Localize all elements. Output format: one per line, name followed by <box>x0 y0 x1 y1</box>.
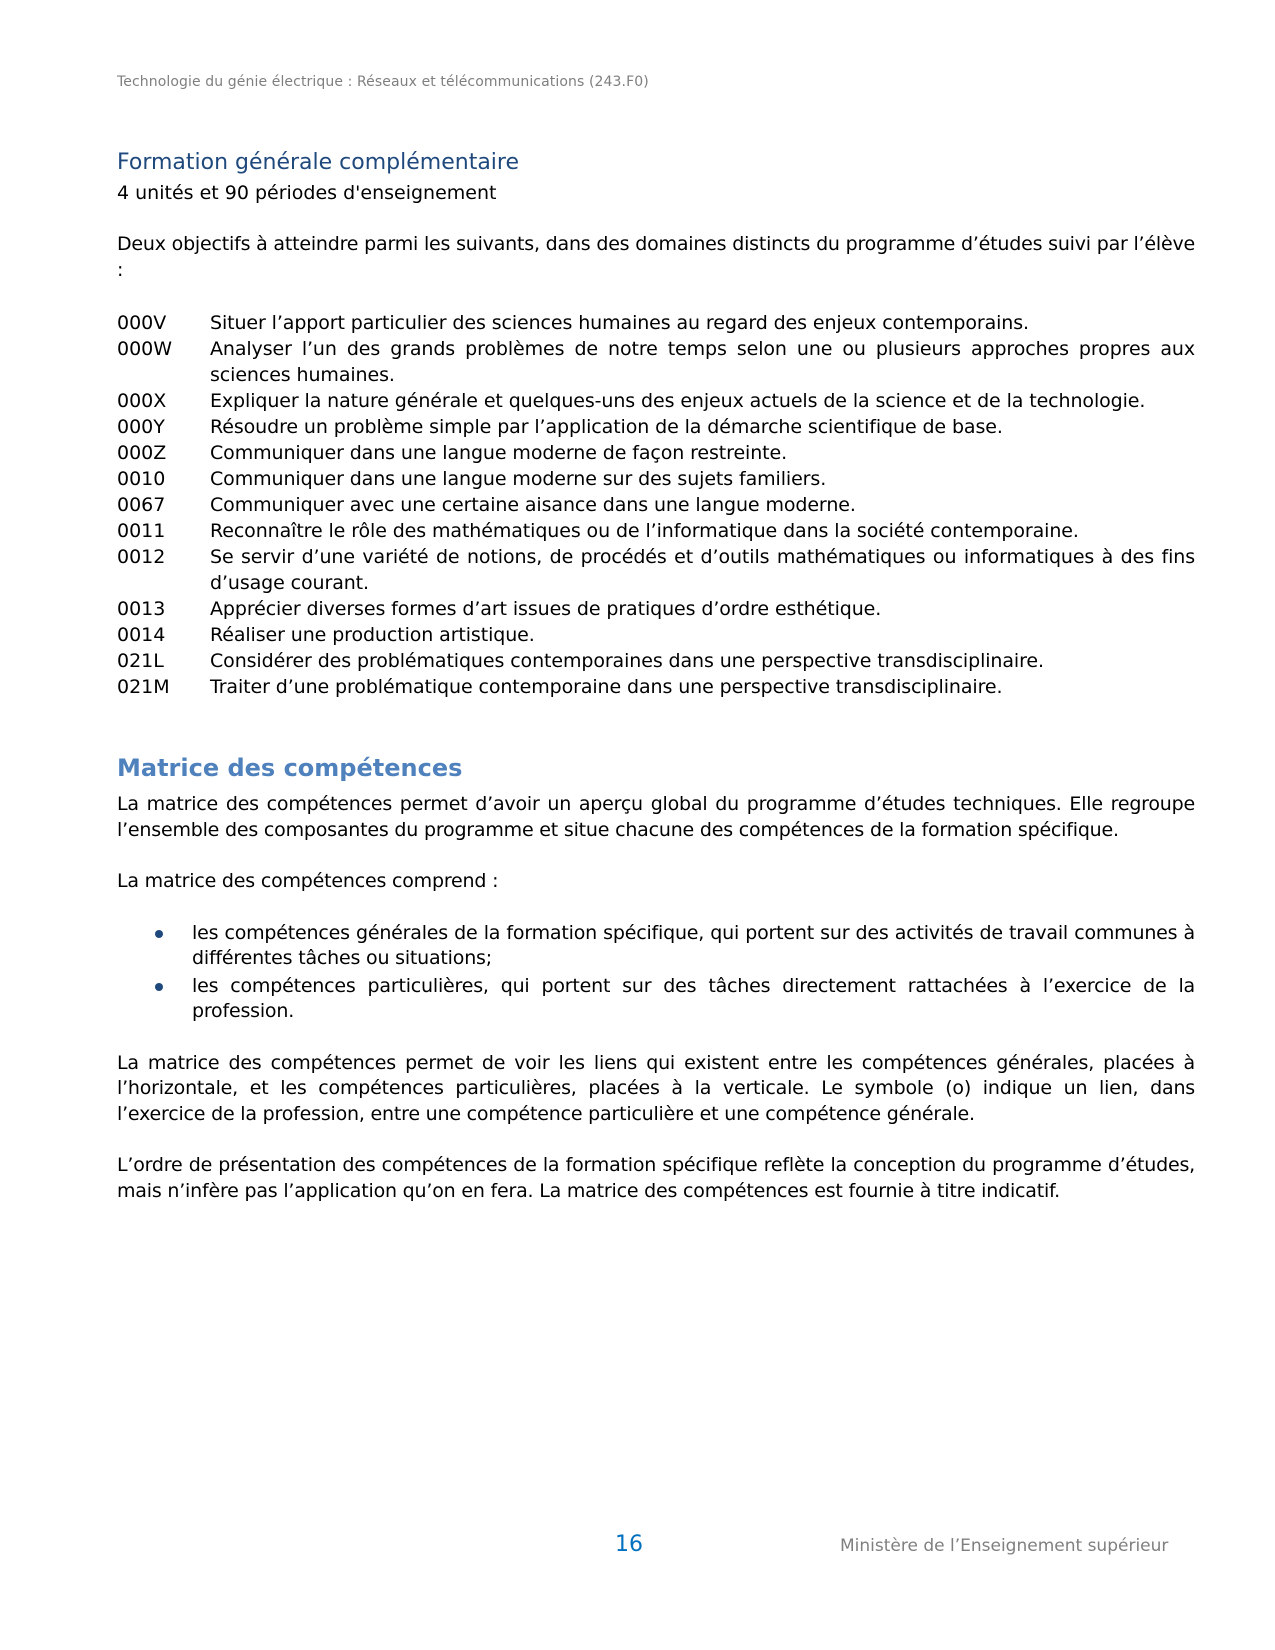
objective-text: Communiquer avec une certaine aisance dans une langue moderne. <box>210 494 856 516</box>
objective-item <box>117 544 1195 596</box>
objective-text: Reconnaître le rôle des mathématiques ou de l’informatique dans la société contemporaine. <box>210 520 1079 542</box>
objective-text: Traiter d’une problématique contemporaine dans une perspective transdisciplinaire. <box>210 676 1003 698</box>
objective-item <box>117 388 1195 414</box>
objective-text: Communiquer dans une langue moderne sur des sujets familiers. <box>210 468 827 490</box>
objective-code: 000W <box>117 338 173 360</box>
objective-item <box>117 310 1195 336</box>
objective-text: Communiquer dans une langue moderne de façon restreinte. <box>210 442 788 464</box>
objective-text: Considérer des problématiques contemporaines dans une perspective transdisciplinaire. <box>210 650 1044 672</box>
objectives-list <box>117 310 1195 700</box>
objective-code: 0012 <box>117 546 166 568</box>
page-number: 16 <box>615 1532 643 1557</box>
matrix-paragraph-3: La matrice des compétences permet de voir les liens qui existent entre les compétences générales, placées à l’horizontale, et les compétences particulières, placées à la verticale. Le symbole (o) indique un lien, dans l’exercice de la profession, entre une compétence particulière et une compétence générale. <box>117 1051 1195 1125</box>
matrix-paragraph-2: La matrice des compétences comprend : <box>117 870 499 892</box>
objective-item <box>117 414 1195 440</box>
objective-text: Réaliser une production artistique. <box>210 624 535 646</box>
objective-code: 000Z <box>117 442 167 464</box>
bullet-icon <box>155 983 163 991</box>
objective-code: 021L <box>117 650 164 672</box>
objective-text: Expliquer la nature générale et quelques-uns des enjeux actuels de la science et de la technologie. <box>210 390 1146 412</box>
matrix-paragraph-4: L’ordre de présentation des compétences de la formation spécifique reflète la conception du programme d’études, mais n’infère pas l’application qu’on en fera. La matrice des compétences est fournie à titre indicatif. <box>117 1154 1195 1202</box>
objective-item <box>117 674 1195 700</box>
bullet-icon <box>155 930 163 938</box>
objective-code: 0014 <box>117 624 166 646</box>
objective-code: 000V <box>117 312 167 334</box>
bullet-item <box>117 921 1195 972</box>
objective-code: 0010 <box>117 468 166 490</box>
objective-item <box>117 622 1195 648</box>
objective-code: 0067 <box>117 494 166 516</box>
matrix-paragraph-1: La matrice des compétences permet d’avoir un aperçu global du programme d’études techniques. Elle regroupe l’ensemble des composantes du programme et situe chacune des compétences de la formation spécifique. <box>117 793 1195 841</box>
objective-code: 0011 <box>117 520 166 542</box>
objective-item <box>117 518 1195 544</box>
bullet-text: les compétences particulières, qui portent sur des tâches directement rattachées à l’exercice de la profession. <box>192 974 1195 1022</box>
objective-code: 021M <box>117 676 170 698</box>
objective-text: Se servir d’une variété de notions, de procédés et d’outils mathématiques ou informatiques à des fins d’usage courant. <box>210 546 1195 594</box>
objective-item <box>117 492 1195 518</box>
objective-item <box>117 596 1195 622</box>
footer-organization: Ministère de l’Enseignement supérieur <box>840 1536 1169 1556</box>
objective-text: Résoudre un problème simple par l’application de la démarche scientifique de base. <box>210 416 1003 438</box>
section-title-matrix: Matrice des compétences <box>117 754 463 782</box>
running-header: Technologie du génie électrique : Réseaux et télécommunications (243.F0) <box>117 74 649 90</box>
matrix-bullet-list <box>117 921 1195 1025</box>
objective-item <box>117 440 1195 466</box>
units-and-periods: 4 unités et 90 périodes d'enseignement <box>117 182 497 204</box>
objective-code: 000Y <box>117 416 165 438</box>
bullet-item <box>117 974 1195 1025</box>
objective-item <box>117 336 1195 388</box>
objective-item <box>117 648 1195 674</box>
objective-text: Analyser l’un des grands problèmes de notre temps selon une ou plusieurs approches propres aux sciences humaines. <box>210 338 1195 386</box>
objective-code: 000X <box>117 390 167 412</box>
objectives-intro: Deux objectifs à atteindre parmi les suivants, dans des domaines distincts du programme d’études suivi par l’élève : <box>117 233 1195 281</box>
objective-code: 0013 <box>117 598 166 620</box>
page-content <box>117 148 1195 1204</box>
objective-item <box>117 466 1195 492</box>
objective-text: Apprécier diverses formes d’art issues de pratiques d’ordre esthétique. <box>210 598 882 620</box>
section-title-formation: Formation générale complémentaire <box>117 150 520 175</box>
objective-text: Situer l’apport particulier des sciences humaines au regard des enjeux contemporains. <box>210 312 1029 334</box>
bullet-text: les compétences générales de la formation spécifique, qui portent sur des activités de travail communes à différentes tâches ou situations; <box>192 921 1195 969</box>
